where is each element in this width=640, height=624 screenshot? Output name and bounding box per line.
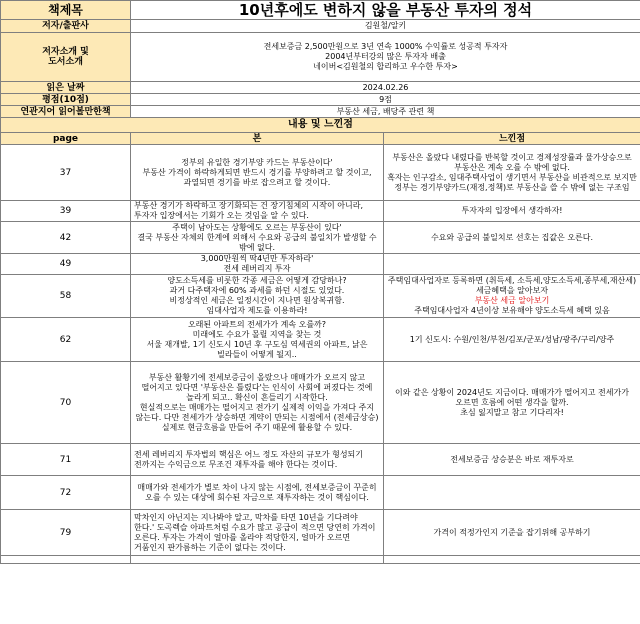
note-body-text (131, 362, 384, 444)
note-feeling-text (384, 222, 640, 254)
note-body-line: 오래된 아파트의 전세가가 계속 오를까? (187, 319, 327, 329)
author-intro-line: 네이버<김원철의 합리하고 우수한 투자> (313, 62, 458, 71)
note-body-line: 과거 다주택자에 60% 과세를 하던 시절도 있었다. (169, 286, 345, 295)
note-feeling-text (384, 275, 640, 318)
rating-label: 평점(10점) (1, 94, 131, 106)
note-body-line: 임대사업자 제도를 이용하라! (206, 306, 308, 315)
note-row (1, 201, 640, 222)
note-body-line: 부동산 활황기에 전세보증금이 올랐으나 매매가가 오르지 않고 떨어지고 있다면 '부동산은 틀렸다'는 인식이 사회에 퍼졌다는 것에 놀라게 되고.. 확신이 흔들리기 시작한다. (141, 372, 373, 402)
note-page-number: 70 (1, 362, 131, 444)
note-feeling-line: 투자자의 입장에서 생각하자! (461, 206, 563, 215)
note-body-line: 미래에도 수요가 몰릴 지역을 찾는 것 (192, 329, 322, 339)
note-feeling-line: 혹자는 인구감소, 임대주택사업이 생기면서 부동산을 비관적으로 보지만 정부는 경기부양카드(재정,정책)로 부동산을 쓸 수 밖에 없는 구조임 (387, 172, 637, 192)
feel-column-header: 느낀점 (384, 133, 640, 145)
author-label: 저자/출판사 (1, 20, 131, 33)
note-feeling-text (384, 444, 640, 476)
rating-value: 9점 (131, 94, 640, 106)
note-body-line: 막차인지 아닌지는 지나봐야 알고, 막차를 타면 10년을 기다려야 한다.' 도곡렉슬 아파트처럼 수요가 많고 공급이 적으면 당연히 가격이 오른다. 투자는 가격이 얼마를 올라야 적당한지, 얼마가 오르면 거품인지 판가름하는 기준이 없다는 것이다. (134, 512, 376, 552)
read-date-value: 2024.02.26 (131, 82, 640, 94)
related-books-value: 부동산 세금, 배당주 관련 책 (131, 106, 640, 118)
note-page-number: 79 (1, 510, 131, 556)
author-intro-line: 2004년부터강의 많은 투자자 배출 (325, 52, 446, 61)
note-feeling-line: 이와 같은 상황이 2024년도 지금이다. 매매가가 떨어지고 전세가가 오르면 흐름에 어떤 생각을 할까. (395, 387, 629, 407)
note-body-line: 부동산 가격이 하락하게되면 반드시 경기를 부양하려고 할 것이고, 과열되면 경기를 바로 잡으려고 할 것이다. (142, 167, 372, 187)
note-page-number: 39 (1, 201, 131, 222)
note-feeling-line: 수요와 공급의 불일치로 선호는 집값은 오른다. (430, 232, 594, 242)
note-row (1, 318, 640, 362)
note-page-number: 62 (1, 318, 131, 362)
note-body-line: 매매가와 전세가가 별로 차이 나지 않는 시점에, 전세보증금이 꾸준히 오를 수 있는 대상에 회수된 자금으로 재투자하는 것이 핵심이다. (137, 482, 377, 502)
note-body-text (131, 510, 384, 556)
note-body-text (131, 222, 384, 254)
note-feeling-text (384, 145, 640, 201)
note-row (1, 476, 640, 510)
note-body-text (131, 275, 384, 318)
note-page-number: 42 (1, 222, 131, 254)
note-body-line: 3,000만원씩 딱4년만 투자하라' (200, 254, 314, 263)
author-intro-label-line: 저자소개 및 (42, 47, 89, 57)
note-feeling-text (384, 362, 640, 444)
note-row (1, 510, 640, 556)
note-row (1, 145, 640, 201)
note-feeling-line: 부동산 세금 알아보기 (474, 296, 550, 305)
empty-cell (131, 556, 384, 564)
note-feeling-line: 주택임대사업자 4년이상 보유해야 양도소득세 혜택 있음 (414, 306, 610, 315)
note-feeling-line: 초심 잃지말고 참고 기다리자! (460, 407, 564, 417)
note-row (1, 444, 640, 476)
note-feeling-text (384, 201, 640, 222)
book-title: 10년후에도 변하지 않을 부동산 투자의 정석 (131, 1, 640, 20)
note-page-number: 72 (1, 476, 131, 510)
note-feeling-text (384, 510, 640, 556)
note-page-number: 49 (1, 254, 131, 275)
note-page-number: 58 (1, 275, 131, 318)
author-value: 김원철/알키 (131, 20, 640, 33)
note-body-line: 서울 재개발, 1기 신도시 10년 후 구도심 역세권의 아파트, 낡은 빌라들이 어떻게 될지.. (146, 339, 368, 359)
note-body-line: 현실적으로는 매매가는 떨어지고 전가기 실제적 이익을 가져다 주지 않는다. 다만 전세가가 상승하면 계약이 만되는 시점에서 (전세금상승) 실제로 현금흐름을 만들어 주기 때문에 활용할 수 있다. (135, 402, 379, 432)
note-feeling-text (384, 318, 640, 362)
note-page-number: 37 (1, 145, 131, 201)
author-intro-label (1, 33, 131, 82)
note-feeling-line: 1기 신도시: 수원/인천/부천/김포/군포/성남/광주/구리/양주 (409, 334, 615, 344)
note-feeling-line: 부동산은 올랐다 내렸다를 반복할 것이고 경제성장률과 물가상승으로 부동산은 계속 오를 수 밖에 없다. (392, 152, 632, 172)
note-body-text (131, 476, 384, 510)
author-intro-value (131, 33, 640, 82)
empty-row (1, 556, 640, 564)
note-feeling-text (384, 476, 640, 510)
author-intro-line: 전세보증금 2,500만원으로 3년 연속 1000% 수익률로 성공적 투자자 (263, 42, 508, 51)
page-column-header: page (1, 133, 131, 145)
note-row (1, 362, 640, 444)
note-row (1, 254, 640, 275)
note-body-text (131, 254, 384, 275)
read-date-label: 읽은 날짜 (1, 82, 131, 94)
note-body-line: 결국 부동산 자체의 한계에 의해서 수요와 공급의 불일치가 발생할 수 밖에 없다. (137, 232, 377, 252)
note-body-line: 주택이 남아도는 상황에도 오르는 부동산이 있다' (172, 222, 342, 232)
title-label: 책제목 (1, 1, 131, 20)
note-body-text (131, 444, 384, 476)
body-column-header: 본 (131, 133, 384, 145)
note-body-text (131, 145, 384, 201)
note-page-number: 71 (1, 444, 131, 476)
note-body-text (131, 318, 384, 362)
note-body-line: 전세 레버리지 투자법의 핵심은 어느 정도 자산의 규모가 형성되기 전까지는 수익금으로 무조건 재투자를 해야 한다는 것이다. (134, 449, 363, 469)
note-row (1, 275, 640, 318)
note-body-line: 부동산 경기가 하락하고 장기화되는 건 장기침체의 시작이 아니라, 투자자 입장에서는 기회가 오는 것임을 알 수 있다. (134, 201, 363, 220)
note-row (1, 222, 640, 254)
note-body-line: 정부의 유일한 경기부양 카드는 부동산이다' (181, 157, 333, 167)
note-body-line: 전세 레버리지 투자 (223, 264, 291, 273)
note-body-line: 비정상적인 세금은 일정시간이 지나면 원상복귀함. (169, 296, 345, 305)
empty-cell (1, 556, 131, 564)
empty-cell (384, 556, 640, 564)
note-feeling-line: 전세보증금 상승분은 바로 재투자로 (450, 454, 574, 464)
notes-section-title: 내용 및 느낀점 (1, 118, 640, 133)
note-feeling-text (384, 254, 640, 275)
related-books-label: 연관지어 읽어볼만한책 (1, 106, 131, 118)
note-body-line: 양도소득세를 비롯한 각종 세금은 어떻게 감당하나? (167, 276, 347, 285)
note-feeling-line: 주택임대사업자로 등록하면 (취득세, 소득세,양도소득세,종부세,재산세) 세금혜택을 알아보자 (387, 276, 637, 295)
note-feeling-line: 가격이 적정가인지 기준을 잡기위해 공부하기 (433, 527, 591, 537)
note-body-text (131, 201, 384, 222)
author-intro-label-line: 도서소개 (48, 57, 83, 67)
